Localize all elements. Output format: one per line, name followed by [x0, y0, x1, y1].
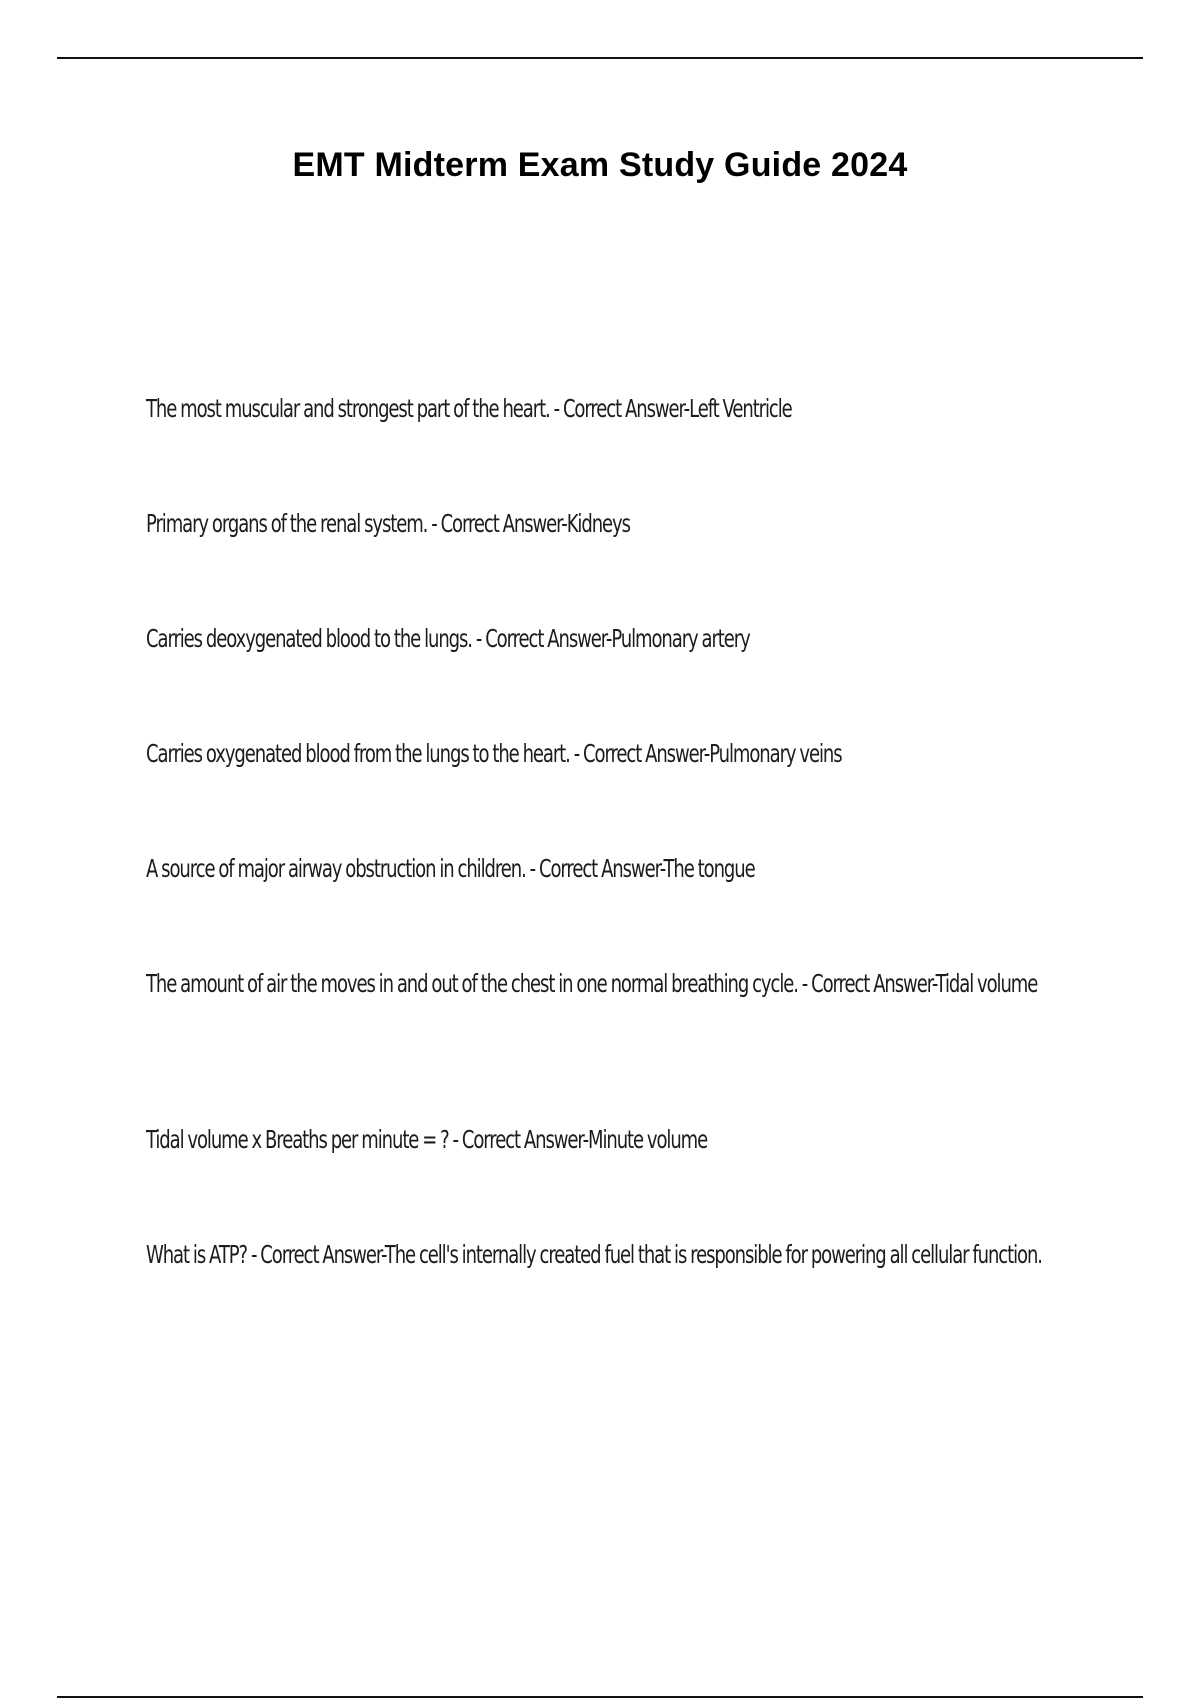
footer-rule	[57, 1696, 1143, 1698]
qa-item: Carries oxygenated blood from the lungs to the heart. - Correct Answer-Pulmonary veins	[146, 739, 842, 768]
qa-item: Carries deoxygenated blood to the lungs. - Correct Answer-Pulmonary artery	[146, 624, 750, 653]
qa-item: The amount of air the moves in and out of the chest in one normal breathing cycle. - Correct Answer-Tidal volume	[146, 969, 1038, 998]
qa-item: What is ATP? - Correct Answer-The cell's internally created fuel that is responsible for powering all cellular function.	[146, 1240, 1042, 1269]
qa-list	[146, 388, 1096, 1390]
document-title: EMT Midterm Exam Study Guide 2024	[292, 146, 908, 184]
qa-item: A source of major airway obstruction in children. - Correct Answer-The tongue	[146, 854, 755, 883]
header-rule	[57, 57, 1143, 59]
qa-item: Tidal volume x Breaths per minute = ? - Correct Answer-Minute volume	[146, 1125, 708, 1154]
qa-item: The most muscular and strongest part of the heart. - Correct Answer-Left Ventricle	[146, 394, 792, 423]
qa-item: Primary organs of the renal system. - Correct Answer-Kidneys	[146, 509, 630, 538]
